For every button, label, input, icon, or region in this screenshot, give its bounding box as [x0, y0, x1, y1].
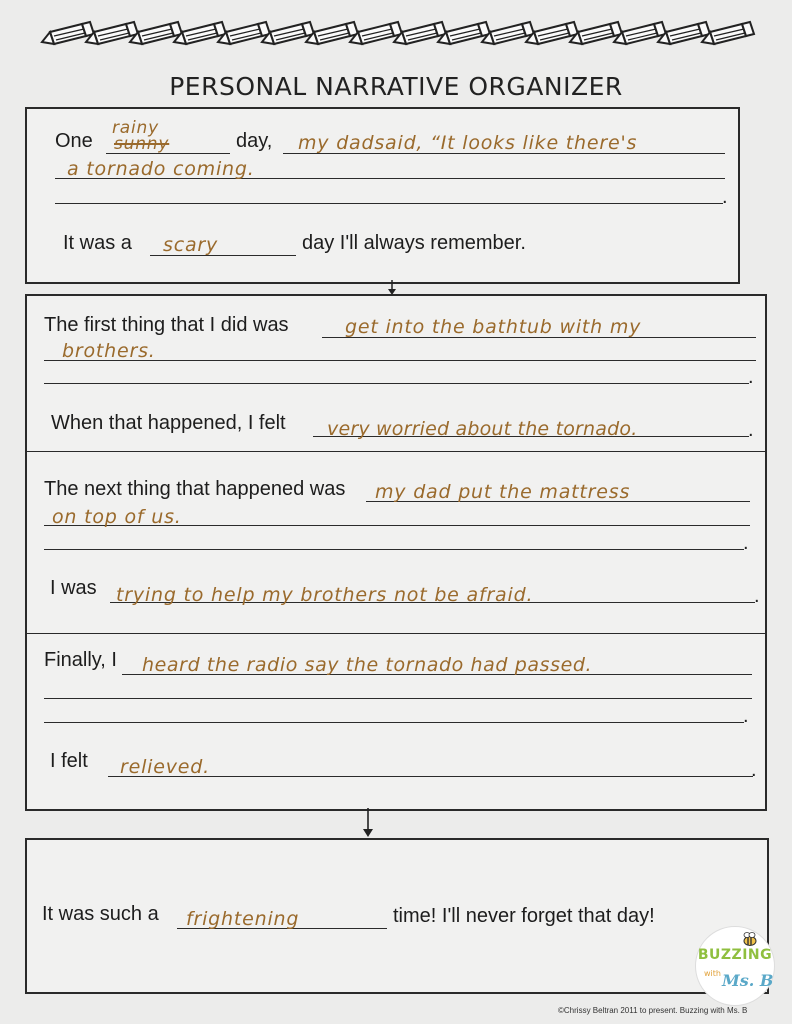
page-title: PERSONAL NARRATIVE ORGANIZER [169, 72, 623, 101]
prompt-remember: day I'll always remember. [302, 232, 526, 254]
answer-i-felt: relieved. [120, 756, 210, 778]
prompt-it-was-a: It was a [63, 232, 132, 254]
answer-quote-line2: a tornado coming. [67, 158, 255, 180]
period: . [743, 532, 749, 554]
prompt-first-thing: The first thing that I did was [44, 314, 289, 336]
answer-adjective: frightening [186, 908, 300, 930]
period: . [748, 366, 754, 388]
prompt-finally: Finally, I [44, 649, 117, 671]
prompt-such-a: It was such a [42, 903, 159, 925]
period: . [722, 186, 728, 208]
answer-i-was: trying to help my brothers not be afraid. [116, 584, 534, 606]
prompt-never-forget: time! I'll never forget that day! [393, 905, 655, 927]
down-arrow-icon [360, 808, 376, 838]
blank-line [44, 383, 749, 384]
period: . [751, 759, 757, 781]
prompt-one: One [55, 130, 93, 152]
blank-line [44, 698, 752, 699]
blank-line [44, 549, 744, 550]
period: . [754, 585, 760, 607]
section-divider [25, 633, 765, 634]
prompt-when-happened: When that happened, I felt [51, 412, 286, 434]
period: . [743, 705, 749, 727]
prompt-day: day, [236, 130, 273, 152]
blank-line [55, 203, 723, 204]
answer-first-line1: get into the bathtub with my [345, 316, 642, 338]
answer-first-line2: brothers. [62, 340, 156, 362]
logo-ms-b: Ms. B [722, 971, 774, 990]
events-box [25, 294, 767, 811]
prompt-i-felt: I felt [50, 750, 88, 772]
answer-quote-line1: my dadsaid, “It looks like there's [298, 132, 638, 154]
blank-line [44, 722, 744, 723]
section-divider [25, 451, 765, 452]
answer-next-line1: my dad put the mattress [375, 481, 631, 503]
logo-with: with [704, 969, 721, 978]
period: . [748, 419, 754, 441]
pencil-border-decoration [38, 14, 758, 48]
inserted-word: rainy [112, 118, 159, 138]
prompt-next-thing: The next thing that happened was [44, 478, 346, 500]
prompt-i-was: I was [50, 577, 97, 599]
answer-next-line2: on top of us. [52, 506, 182, 528]
logo-buzzing: BUZZING [697, 947, 773, 963]
crossed-out-word: sunny [114, 134, 170, 154]
bee-icon [740, 931, 760, 947]
answer-finally: heard the radio say the tornado had passed. [142, 654, 593, 676]
answer-adjective: scary [163, 234, 219, 256]
copyright-notice: ©Chrissy Beltran 2011 to present. Buzzing with Ms. B [558, 1006, 748, 1015]
buzzing-logo [695, 926, 775, 1006]
answer-when-felt: very worried about the tornado. [327, 418, 638, 440]
